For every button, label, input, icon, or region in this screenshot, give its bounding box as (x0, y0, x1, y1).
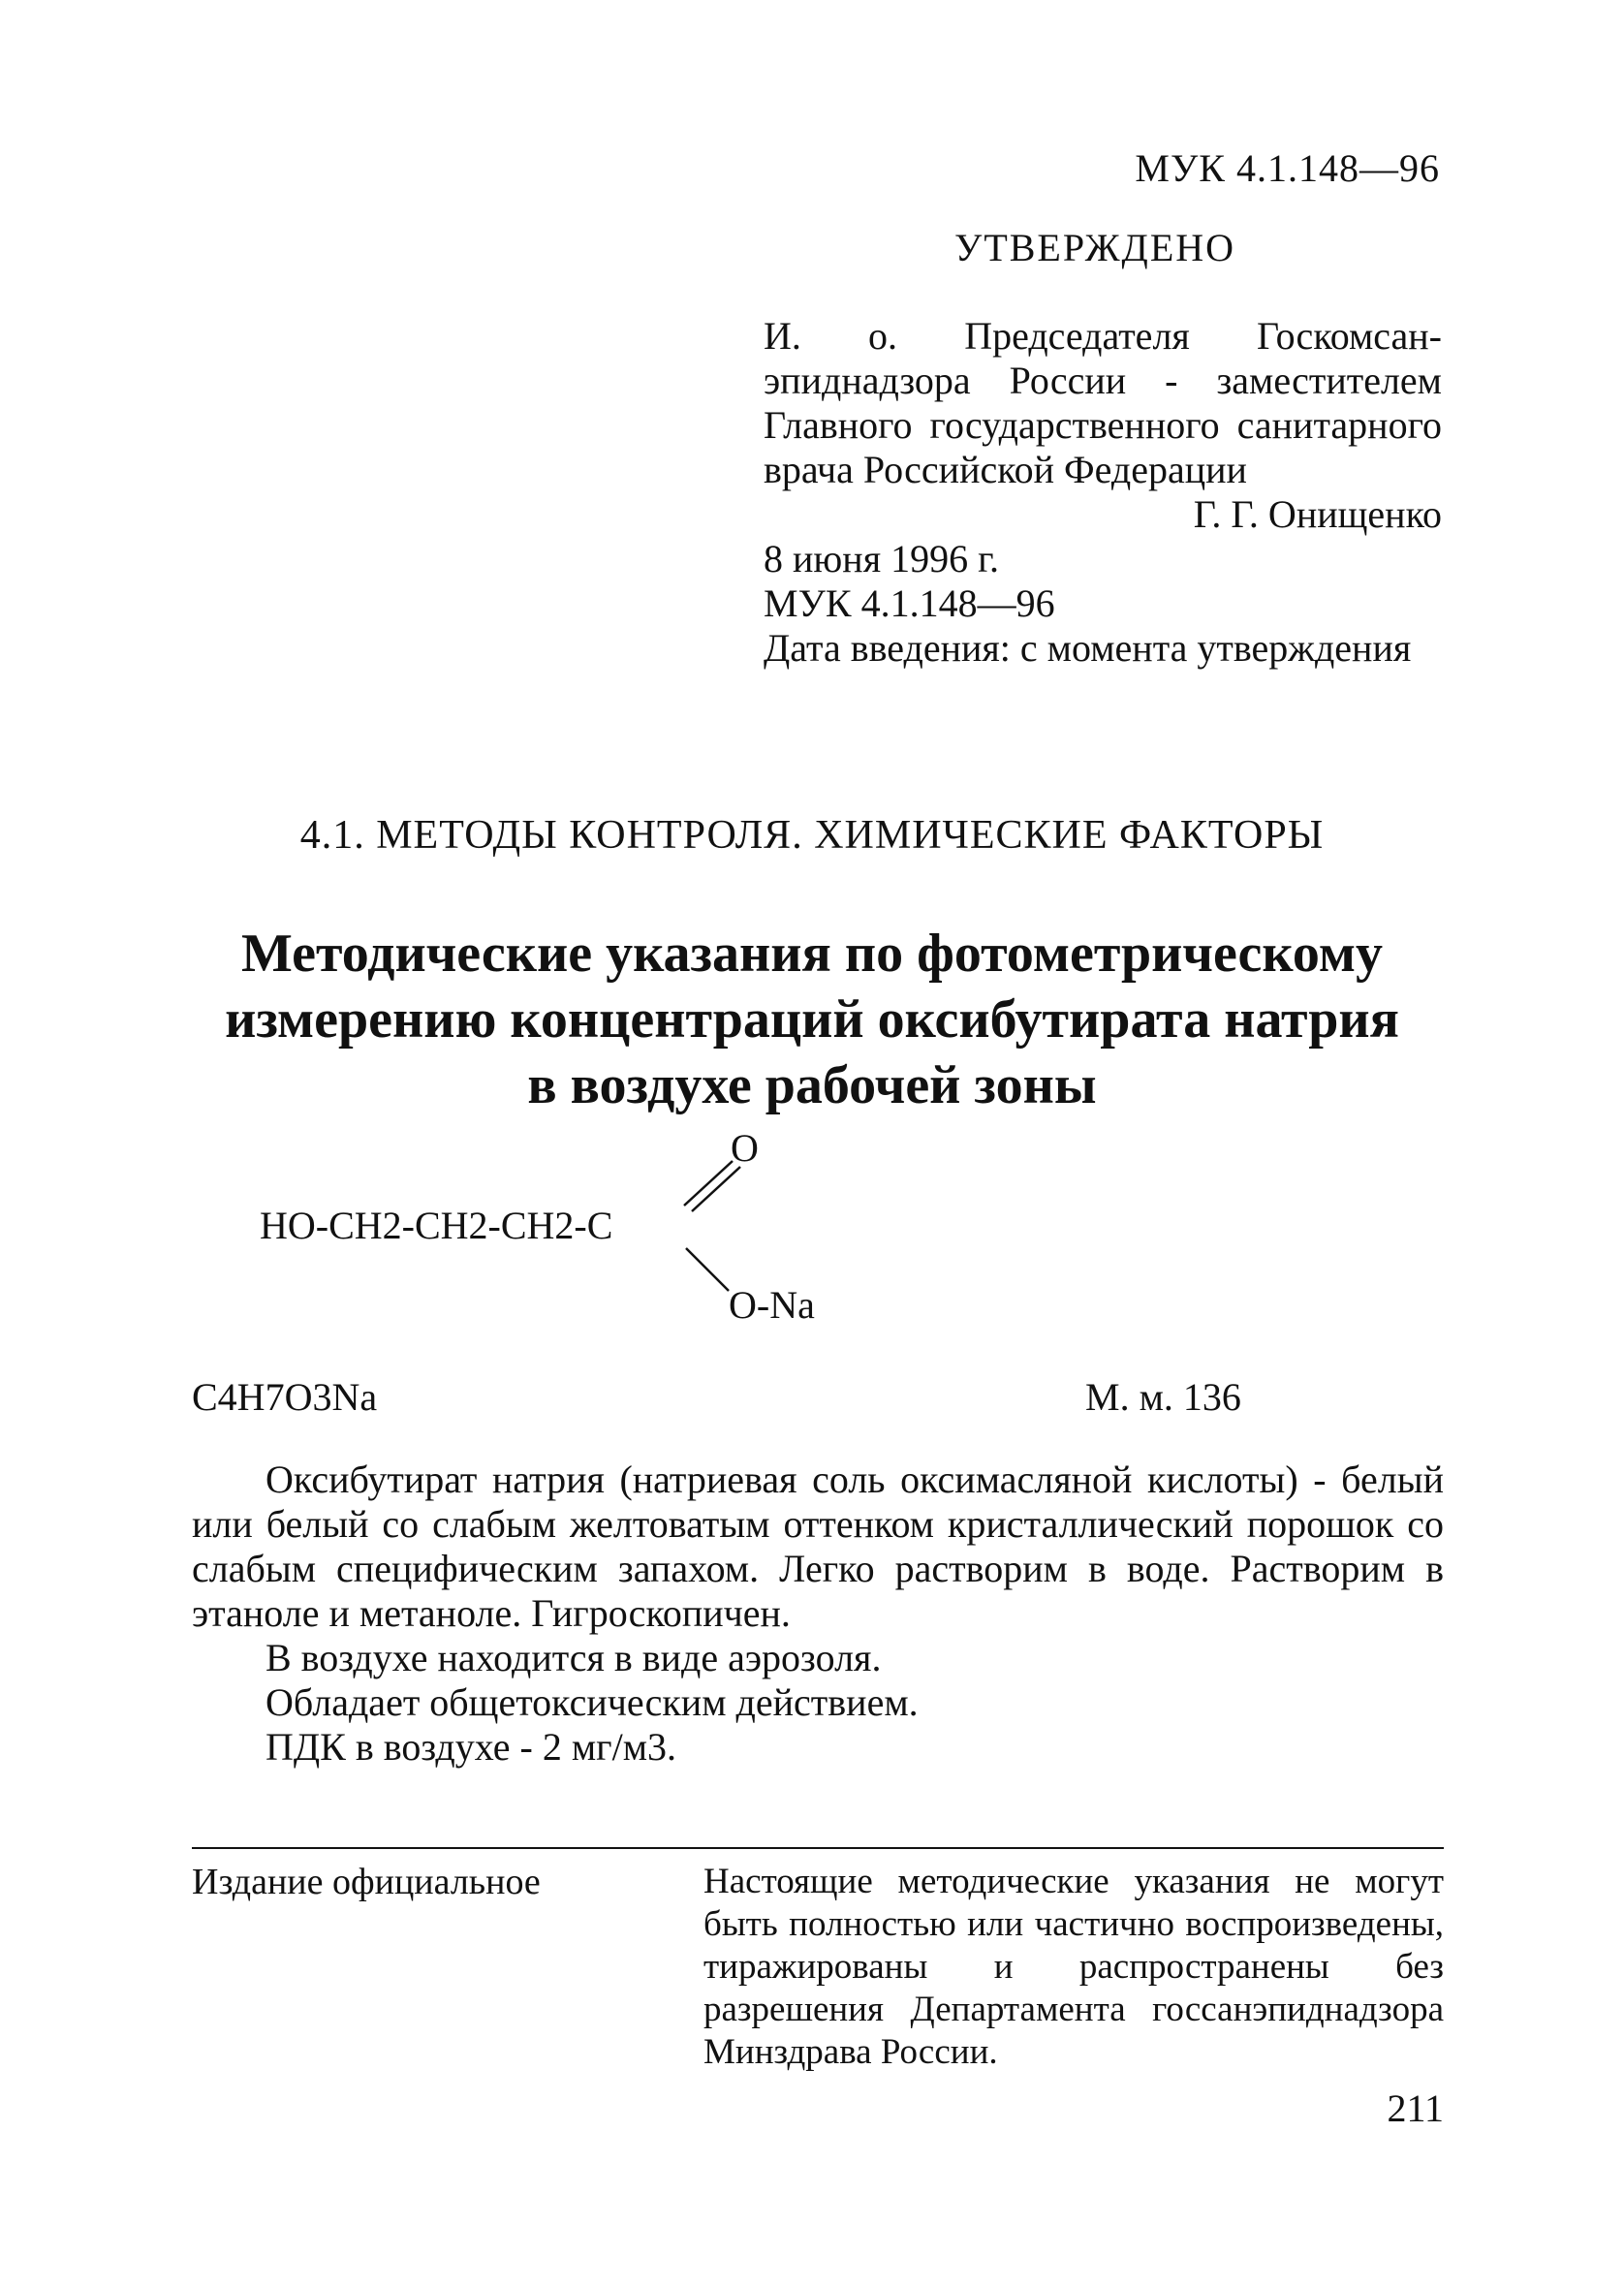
title-line-2: измерению концентраций оксибутирата натрия (225, 989, 1399, 1050)
footer-divider (192, 1847, 1444, 1849)
document-title (145, 921, 1479, 1118)
title-line-3: в воздухе рабочей зоны (527, 1055, 1097, 1115)
substance-description (192, 1458, 1444, 1770)
copyright-notice: Настоящие методические указания не могут быть полностью или частично воспроизведены, тиражированы и распространены без разрешения Департамента госсанэпиднадзора Минздрава России. (703, 1862, 1444, 2072)
approved-stamp: УТВЕРЖДЕНО (954, 226, 1236, 269)
formula-carbonyl-oxygen: O (731, 1126, 759, 1170)
page-number: 211 (1387, 2086, 1444, 2130)
description-paragraph: Оксибутират натрия (натриевая соль оксимасляной кислоты) - белый или белый со слабым желтоватым оттенком кристаллический порошок со слабым специфическим запахом. Легко растворим в воде. Растворим в этаноле и метаноле. Гигроскопичен. (192, 1458, 1444, 1635)
formula-chain: HO-CH2-CH2-CH2-C (260, 1204, 613, 1247)
official-edition-label: Издание официальное (192, 1862, 541, 1902)
approval-block (764, 314, 1442, 671)
effective-date: Дата введения: с момента утверждения (764, 626, 1412, 670)
formula-single-bond (686, 1248, 729, 1291)
document-code-secondary: МУК 4.1.148—96 (764, 581, 1055, 625)
molar-mass: М. м. 136 (1085, 1375, 1241, 1419)
toxicity-note: Обладает общетоксическим действием. (265, 1680, 919, 1724)
approval-date: 8 июня 1996 г. (764, 537, 999, 580)
approval-text: И. о. Председателя Госкомсан-эпиднадзора России - заместителем Главного государственного санитарного врача Российской Федерации (764, 314, 1442, 491)
formula-sodium-oxide: O-Na (729, 1283, 815, 1327)
aerosol-note: В воздухе находится в виде аэрозоля. (265, 1636, 882, 1679)
document-code: МУК 4.1.148—96 (1135, 146, 1440, 190)
title-line-1: Методические указания по фотометрическому (241, 924, 1383, 984)
mac-note: ПДК в воздухе - 2 мг/м3. (265, 1725, 677, 1769)
signer-name: Г. Г. Онищенко (1193, 492, 1442, 536)
formula-double-bond-1 (684, 1161, 733, 1206)
gross-formula: C4H7O3Na (192, 1375, 378, 1419)
formula-double-bond-2 (692, 1167, 740, 1211)
structural-formula (0, 1124, 1624, 1357)
section-title: 4.1. МЕТОДЫ КОНТРОЛЯ. ХИМИЧЕСКИЕ ФАКТОРЫ (299, 813, 1325, 858)
